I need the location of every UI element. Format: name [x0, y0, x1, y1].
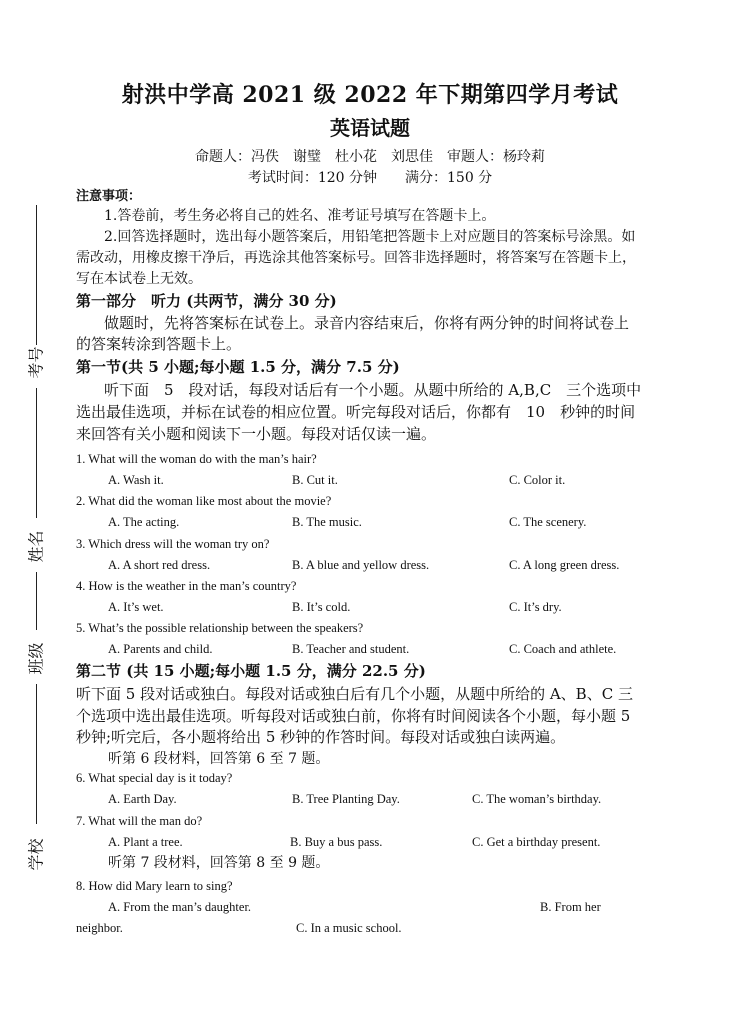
- q7-option-a: A. Plant a tree.: [108, 835, 183, 849]
- section2-intro-line-3: 秒钟;听完后，各小题将给出 5 秒钟的作答时间。每段对话或独白读两遍。: [76, 728, 566, 746]
- sidebar-line-exam-number: [36, 205, 37, 345]
- sidebar-label-school: 学校: [26, 838, 46, 871]
- material-6-instruction: 听第 6 段材料，回答第 6 至 7 题。: [108, 751, 330, 767]
- q7-option-b: B. Buy a bus pass.: [290, 835, 383, 849]
- section2-intro-line-1: 听下面 5 段对话或独白。每段对话或独白后有几个小题，从题中所给的 A、B、C 三: [76, 685, 633, 703]
- sidebar-label-exam-number: 考号: [26, 346, 46, 379]
- section2-intro-line-2: 个选项中选出最佳选项。听每段对话或独白前，你将有时间阅读各个小题，每小题 5: [76, 707, 631, 725]
- q7-option-c: C. Get a birthday present.: [472, 835, 601, 849]
- q8-option-b-continued: neighbor.: [76, 921, 123, 935]
- section2-heading: 第二节 (共 15 小题;每小题 1.5 分，满分 22.5 分): [76, 662, 426, 680]
- notes-item-1: 1.答卷前，考生务必将自己的姓名、准考证号填写在答题卡上。: [104, 208, 496, 224]
- q2-option-b: B. The music.: [292, 515, 362, 529]
- q5-option-b: B. Teacher and student.: [292, 642, 410, 656]
- sidebar-line-class: [36, 572, 37, 630]
- notes-item-2-line-1: 2.回答选择题时，选出每小题答案后，用铅笔把答题卡上对应题目的答案标号涂黑。如: [104, 229, 636, 245]
- q2-option-c: C. The scenery.: [509, 515, 587, 529]
- question-1: 1. What will the woman do with the man’s hair?: [76, 452, 317, 466]
- q1-option-c: C. Color it.: [509, 473, 566, 487]
- section1-intro-line-2: 选出最佳选项，并标在试卷的相应位置。听完每段对话后，你都有 10 秒钟的时间: [76, 403, 636, 421]
- q1-option-b: B. Cut it.: [292, 473, 338, 487]
- part1-intro-line-1: 做题时，先将答案标在试卷上。录音内容结束后，你将有两分钟的时间将试卷上: [104, 314, 630, 332]
- section1-heading: 第一节(共 5 小题;每小题 1.5 分，满分 7.5 分): [76, 358, 400, 376]
- q2-option-a: A. The acting.: [108, 515, 180, 529]
- q3-option-b: B. A blue and yellow dress.: [292, 558, 430, 572]
- sidebar-label-class: 班级: [26, 642, 46, 675]
- question-8: 8. How did Mary learn to sing?: [76, 879, 233, 893]
- part1-intro-line-2: 的答案转涂到答题卡上。: [76, 335, 242, 353]
- q4-option-c: C. It’s dry.: [509, 600, 562, 614]
- q5-option-c: C. Coach and athlete.: [509, 642, 617, 656]
- question-3: 3. Which dress will the woman try on?: [76, 537, 270, 551]
- sidebar-line-school: [36, 684, 37, 824]
- q8-option-b: B. From her: [540, 900, 601, 914]
- sidebar-label-name: 姓名: [26, 530, 46, 563]
- q8-option-c: C. In a music school.: [296, 921, 402, 935]
- q6-option-b: B. Tree Planting Day.: [292, 792, 400, 806]
- exam-subject: 英语试题: [330, 116, 410, 140]
- question-6: 6. What special day is it today?: [76, 771, 233, 785]
- question-7: 7. What will the man do?: [76, 814, 203, 828]
- q6-option-c: C. The woman’s birthday.: [472, 792, 602, 806]
- section1-intro-line-3: 来回答有关小题和阅读下一小题。每段对话仅读一遍。: [76, 425, 437, 443]
- q3-option-a: A. A short red dress.: [108, 558, 211, 572]
- q6-option-a: A. Earth Day.: [108, 792, 177, 806]
- sidebar-line-name: [36, 388, 37, 518]
- material-7-instruction: 听第 7 段材料，回答第 8 至 9 题。: [108, 855, 330, 871]
- binding-strip: [0, 0, 70, 1020]
- q3-option-c: C. A long green dress.: [509, 558, 620, 572]
- q5-option-a: A. Parents and child.: [108, 642, 213, 656]
- q8-option-a: A. From the man’s daughter.: [108, 900, 252, 914]
- notes-item-2-line-3: 写在本试卷上无效。: [76, 271, 202, 287]
- question-5: 5. What’s the possible relationship between the speakers?: [76, 621, 364, 635]
- notes-heading: 注意事项：: [76, 189, 142, 204]
- part1-heading: 第一部分 听力 (共两节，满分 30 分): [76, 292, 337, 310]
- section1-intro-line-1: 听下面 5 段对话，每段对话后有一个小题。从题中所给的 A,B,C 三个选项中: [104, 381, 642, 399]
- question-2: 2. What did the woman like most about the movie?: [76, 494, 332, 508]
- q1-option-a: A. Wash it.: [108, 473, 164, 487]
- notes-item-2-line-2: 需改动，用橡皮擦干净后，再选涂其他答案标号。回答非选择题时，将答案写在答题卡上，: [76, 250, 636, 266]
- authors-line: 命题人：冯佚 谢璧 杜小花 刘思佳 审题人：杨玲莉: [195, 149, 545, 165]
- q4-option-a: A. It’s wet.: [108, 600, 164, 614]
- exam-title: 射洪中学高 2021 级 2022 年下期第四学月考试: [121, 82, 619, 108]
- q4-option-b: B. It’s cold.: [292, 600, 351, 614]
- time-score-line: 考试时间：120 分钟 满分：150 分: [247, 170, 493, 186]
- question-4: 4. How is the weather in the man’s country?: [76, 579, 297, 593]
